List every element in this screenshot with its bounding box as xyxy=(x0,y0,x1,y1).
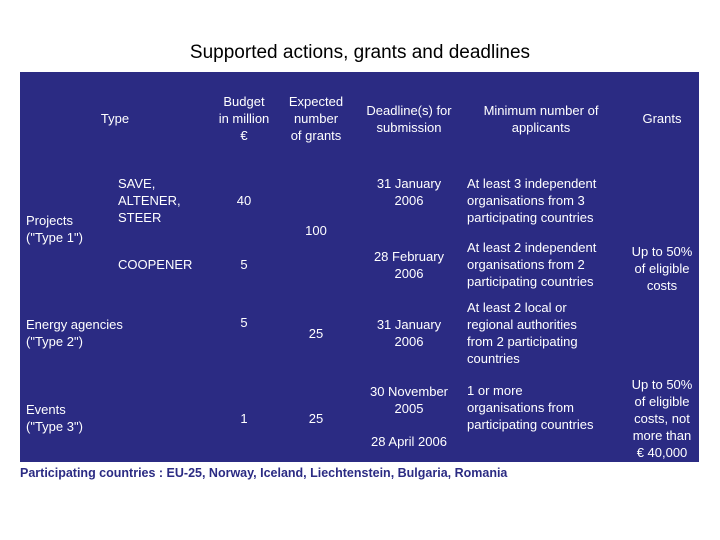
grants-table xyxy=(20,72,699,462)
coopener-label: COOPENER xyxy=(118,257,193,272)
energy-agencies-label: Energy agencies ("Type 2") xyxy=(26,317,123,349)
projects-expected-grants: 100 xyxy=(305,223,327,238)
energy-agencies-minimum: At least 2 local or regional authorities from 2 participating countries xyxy=(467,300,578,366)
save-altener-steer-budget: 40 xyxy=(236,193,252,208)
header-expected-grants: Expected number of grants xyxy=(288,94,344,143)
coopener-minimum: At least 2 independent organisations from 2 participating countries xyxy=(467,240,597,289)
events-grants: Up to 50% of eligible costs, not more than € 40,000 xyxy=(631,377,693,460)
header-type: Type xyxy=(100,111,130,126)
energy-agencies-budget: 5 xyxy=(240,315,248,330)
header-minimum-applicants: Minimum number of applicants xyxy=(483,103,599,135)
events-expected-grants: 25 xyxy=(308,411,324,426)
events-minimum: 1 or more organisations from participating countries xyxy=(467,383,594,432)
save-altener-steer-minimum: At least 3 independent organisations from 3 participating countries xyxy=(467,176,597,225)
coopener-budget: 5 xyxy=(240,257,248,272)
participating-countries-footer: Participating countries : EU-25, Norway, Iceland, Liechtenstein, Bulgaria, Romania xyxy=(20,466,508,480)
events-deadline-2: 28 April 2006 xyxy=(371,434,447,449)
header-budget: Budget in million € xyxy=(218,94,270,143)
save-altener-steer-label: SAVE, ALTENER, STEER xyxy=(118,176,181,225)
header-deadline: Deadline(s) for submission xyxy=(366,103,452,135)
events-deadline-1: 30 November 2005 xyxy=(369,384,449,416)
shared-grants-cell: Up to 50% of eligible costs xyxy=(631,244,693,293)
projects-type-label: Projects ("Type 1") xyxy=(26,213,83,245)
header-grants: Grants xyxy=(642,111,682,126)
page-title: Supported actions, grants and deadlines xyxy=(189,42,531,63)
energy-agencies-expected-grants: 25 xyxy=(308,326,324,341)
save-altener-steer-deadline: 31 January 2006 xyxy=(376,176,442,208)
events-label: Events ("Type 3") xyxy=(26,402,83,434)
events-budget: 1 xyxy=(240,411,248,426)
coopener-deadline: 28 February 2006 xyxy=(373,249,445,281)
energy-agencies-deadline: 31 January 2006 xyxy=(376,317,442,349)
